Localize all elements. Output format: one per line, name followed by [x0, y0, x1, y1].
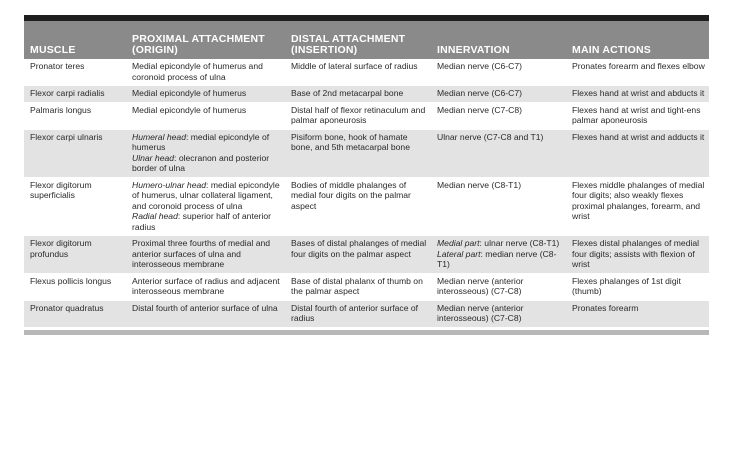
cell-proximal-part-label: Ulnar head: [132, 152, 175, 163]
cell-muscle: Flexor digitorum profundus: [24, 236, 126, 274]
cell-actions: Pronates forearm and flexes elbow: [566, 59, 709, 86]
table-row: [24, 300, 709, 327]
table-row: [24, 59, 709, 86]
cell-innervation-part: [437, 180, 562, 191]
cell-distal: Pisiform bone, hook of hamate bone, and 5th metacarpal bone: [285, 129, 431, 177]
cell-actions: Flexes hand at wrist and tight-ens palmar aponeurosis: [566, 102, 709, 129]
cell-innervation: [431, 273, 566, 300]
cell-muscle: Flexor digitorum superficialis: [24, 177, 126, 236]
table-row: [24, 129, 709, 177]
cell-innervation-part-text: Ulnar nerve (C7-C8 and T1): [437, 131, 544, 142]
cell-muscle: Palmaris longus: [24, 102, 126, 129]
cell-proximal-part: [132, 153, 281, 174]
cell-proximal-part: [132, 276, 281, 297]
cell-innervation-part: [437, 249, 562, 270]
muscle-table-container: [24, 15, 709, 335]
cell-actions: Flexes phalanges of 1st digit (thumb): [566, 273, 709, 300]
cell-proximal-part: [132, 238, 281, 270]
table-row: [24, 273, 709, 300]
cell-innervation-part-text: : ulnar nerve (C8-T1): [479, 238, 560, 248]
table-row: [24, 102, 709, 129]
header-muscle: MUSCLE: [24, 21, 126, 59]
cell-distal: Distal fourth of anterior surface of radius: [285, 300, 431, 327]
cell-actions: Flexes hand at wrist and adducts it: [566, 129, 709, 177]
cell-proximal-part-text: Distal fourth of anterior surface of ulna: [132, 302, 278, 313]
cell-innervation: [431, 129, 566, 177]
cell-proximal: [126, 300, 285, 327]
cell-actions: Flexes distal phalanges of medial four digits; assists with flexion of wrist: [566, 236, 709, 274]
cell-innervation-part: [437, 238, 562, 249]
cell-innervation-part-label: Lateral part: [437, 248, 481, 259]
cell-proximal: [126, 129, 285, 177]
cell-innervation-part: [437, 132, 562, 143]
cell-innervation: [431, 177, 566, 236]
cell-innervation: [431, 102, 566, 129]
cell-proximal-part-text: Anterior surface of radius and adjacent interosseous membrane: [132, 275, 280, 296]
cell-actions: Flexes hand at wrist and abducts it: [566, 86, 709, 103]
cell-proximal-part-text: : medial epicondyle of humerus: [132, 131, 270, 152]
cell-innervation-part-text: Median nerve (C8-T1): [437, 179, 522, 190]
cell-proximal-part: [132, 303, 281, 314]
cell-muscle: Flexor carpi radialis: [24, 86, 126, 103]
cell-proximal-part: [132, 105, 281, 116]
cell-proximal-part-text: Proximal three fourths of medial and anterior surfaces of ulna and interosseous membrane: [132, 238, 271, 269]
cell-innervation-part-label: Medial part: [437, 238, 480, 248]
cell-distal: Bases of distal phalanges of medial four digits on the palmar aspect: [285, 236, 431, 274]
table-row: [24, 86, 709, 103]
table-row: [24, 177, 709, 236]
cell-proximal: [126, 177, 285, 236]
cell-distal: Distal half of flexor retinaculum and palmar aponeurosis: [285, 102, 431, 129]
table-header-row: [24, 21, 709, 59]
cell-proximal-part-text: : medial epicondyle of humerus, ulnar collateral ligament, and coronoid process of ulna: [132, 179, 280, 211]
cell-innervation-part-text: Median nerve (anterior interosseous) (C7-C8): [437, 302, 524, 323]
cell-innervation-part-text: Median nerve (C7-C8): [437, 104, 523, 115]
cell-proximal-part: [132, 211, 281, 232]
cell-proximal-part-text: Medial epicondyle of humerus: [132, 104, 247, 115]
cell-innervation-part: [437, 303, 562, 324]
cell-innervation-part: [437, 105, 562, 116]
cell-proximal-part-label: Humero-ulnar head: [132, 179, 207, 190]
muscle-table: [24, 21, 709, 328]
cell-proximal-part: [132, 61, 281, 82]
table-row: [24, 236, 709, 274]
cell-muscle: Flexus pollicis longus: [24, 273, 126, 300]
cell-muscle: Flexor carpi ulnaris: [24, 129, 126, 177]
cell-innervation: [431, 59, 566, 86]
cell-muscle: Pronator quadratus: [24, 300, 126, 327]
cell-innervation-part-text: Median nerve (anterior interosseous) (C7-C8): [437, 275, 524, 296]
cell-innervation-part-text: Median nerve (C6-C7): [437, 88, 523, 98]
cell-proximal-part-label: Radial head: [132, 211, 178, 221]
cell-innervation-part-text: : median nerve (C8-T1): [437, 248, 557, 269]
cell-proximal-part-text: Medial epicondyle of humerus and coronoid process of ulna: [132, 61, 263, 82]
cell-innervation-part: [437, 61, 562, 72]
cell-innervation-part-text: Median nerve (C6-C7): [437, 61, 523, 71]
cell-innervation: [431, 300, 566, 327]
cell-distal: Base of 2nd metacarpal bone: [285, 86, 431, 103]
header-distal-attachment: DISTAL ATTACHMENT (INSERTION): [285, 21, 431, 59]
cell-muscle: Pronator teres: [24, 59, 126, 86]
cell-proximal: [126, 236, 285, 274]
cell-proximal-part: [132, 180, 281, 212]
cell-proximal: [126, 59, 285, 86]
header-main-actions: MAIN ACTIONS: [566, 21, 709, 59]
cell-proximal-part-label: Humeral head: [132, 131, 186, 142]
cell-innervation: [431, 86, 566, 103]
cell-distal: Middle of lateral surface of radius: [285, 59, 431, 86]
cell-proximal-part-text: : olecranon and posterior border of ulna: [132, 152, 270, 173]
cell-proximal-part: [132, 88, 281, 99]
table-bottom-rule: [24, 330, 709, 335]
table-body: [24, 59, 709, 327]
cell-actions: Pronates forearm: [566, 300, 709, 327]
cell-distal: Base of distal phalanx of thumb on the palmar aspect: [285, 273, 431, 300]
cell-innervation-part: [437, 276, 562, 297]
header-innervation: INNERVATION: [431, 21, 566, 59]
cell-proximal-part-text: Medial epicondyle of humerus: [132, 88, 247, 98]
cell-proximal: [126, 86, 285, 103]
cell-actions: Flexes middle phalanges of medial four digits; also weakly flexes proximal phalanges, forearm, and wrist: [566, 177, 709, 236]
cell-proximal: [126, 273, 285, 300]
cell-innervation: [431, 236, 566, 274]
cell-innervation-part: [437, 88, 562, 99]
cell-proximal: [126, 102, 285, 129]
cell-distal: Bodies of middle phalanges of medial four digits on the palmar aspect: [285, 177, 431, 236]
cell-proximal-part: [132, 132, 281, 153]
header-proximal-attachment: PROXIMAL ATTACHMENT (ORIGIN): [126, 21, 285, 59]
cell-proximal-part-text: : superior half of anterior radius: [132, 211, 272, 232]
